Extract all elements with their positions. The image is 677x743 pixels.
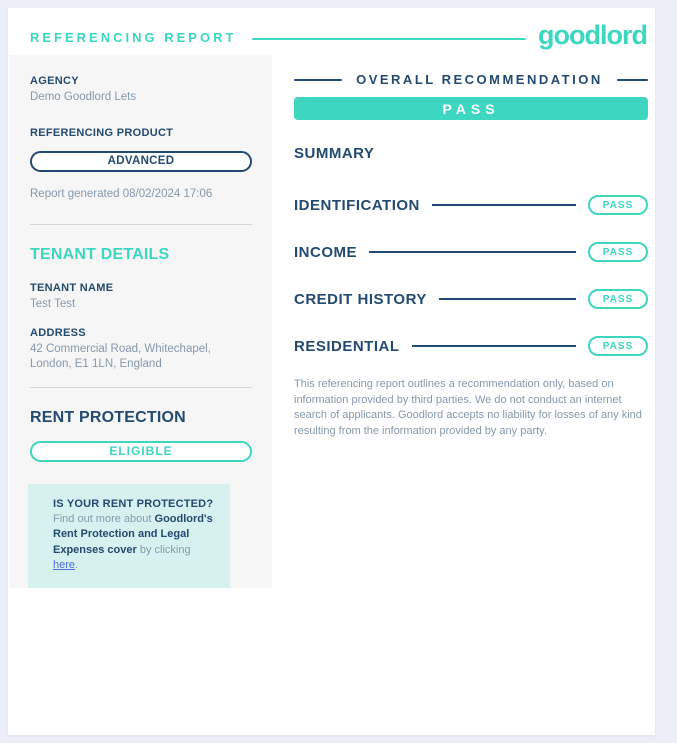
sidebar-divider: [30, 387, 252, 388]
summary-row-identification: [294, 195, 648, 215]
disclaimer-text: This referencing report outlines a recommendation only, based on information provided by third parties. We do not conduct an internet search of applicants. Goodlord accepts no liability for losses of any kind resulting from the information provided by any party.: [294, 378, 642, 437]
overall-rule-right: [617, 79, 648, 81]
overall-recommendation-header: [294, 72, 648, 87]
agency-value: Demo Goodlord Lets: [30, 91, 137, 103]
tenant-name-value: Test Test: [30, 297, 76, 310]
rent-protection-info-box: [28, 484, 230, 588]
goodlord-logo: goodlord: [538, 20, 647, 50]
report-title: REFERENCING REPORT: [30, 30, 237, 45]
tenant-details-heading: TENANT DETAILS: [30, 245, 170, 263]
header-rule: [252, 38, 526, 40]
summary-row-income: [294, 242, 648, 262]
sidebar-divider: [30, 224, 252, 225]
row-connector-line: [432, 204, 576, 206]
report-card: [8, 8, 655, 735]
overall-rule-left: [294, 79, 342, 81]
address-label: ADDRESS: [30, 326, 86, 339]
address-value: 42 Commercial Road, Whitechapel, London, E1 1LN, England: [30, 342, 211, 370]
info-box-text-mid: by clicking: [136, 543, 191, 556]
row-label: RESIDENTIAL: [294, 337, 400, 355]
summary-row-credit-history: [294, 289, 648, 309]
rent-protection-heading: RENT PROTECTION: [30, 408, 186, 426]
referencing-product-label: REFERENCING PRODUCT: [30, 126, 174, 139]
report-body: [8, 55, 655, 588]
info-box-text-suffix: .: [75, 559, 79, 572]
rent-protection-here-link[interactable]: here: [53, 559, 76, 572]
sidebar: [10, 55, 272, 588]
rent-protection-status-badge: ELIGIBLE: [30, 441, 252, 462]
status-badge: PASS: [588, 289, 648, 309]
product-badge: ADVANCED: [30, 151, 252, 172]
report-generated-text: Report generated 08/02/2024 17:06: [30, 187, 213, 200]
info-box-title: IS YOUR RENT PROTECTED?: [53, 497, 214, 510]
row-label: INCOME: [294, 243, 357, 261]
status-badge: PASS: [588, 336, 648, 356]
row-connector-line: [439, 298, 576, 300]
status-badge: PASS: [588, 242, 648, 262]
summary-heading: SUMMARY: [294, 145, 375, 162]
row-connector-line: [369, 251, 576, 253]
overall-recommendation-label: OVERALL RECOMMENDATION: [356, 72, 603, 87]
row-label: CREDIT HISTORY: [294, 290, 427, 308]
row-connector-line: [412, 345, 576, 347]
status-badge: PASS: [588, 195, 648, 215]
agency-label: AGENCY: [30, 75, 79, 87]
info-box-text-pre: Find out more about: [53, 513, 155, 526]
tenant-name-label: TENANT NAME: [30, 281, 114, 294]
main-column: [294, 60, 648, 439]
row-label: IDENTIFICATION: [294, 196, 420, 214]
summary-row-residential: [294, 336, 648, 356]
report-header: [8, 8, 655, 55]
info-box-text-bold: Goodlord's Rent Protection and Legal Expenses cover: [53, 513, 213, 556]
overall-result-banner: PASS: [294, 97, 648, 120]
